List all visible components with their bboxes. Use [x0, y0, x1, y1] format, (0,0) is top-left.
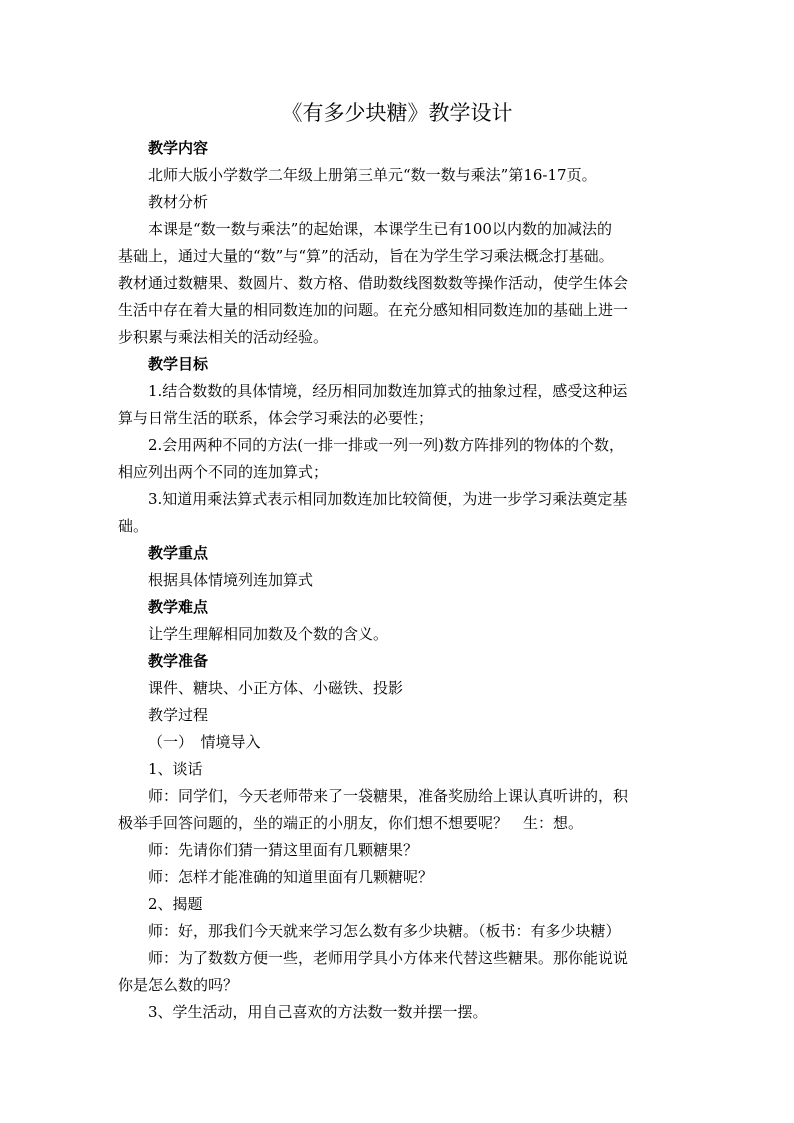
paragraph-line: 师：怎样才能准确的知道里面有几颗糖呢？	[148, 868, 434, 886]
subsection-heading: 2、揭题	[148, 895, 203, 913]
heading-teaching-content: 教学内容	[148, 139, 209, 157]
heading-difficult-points: 教学难点	[148, 598, 209, 616]
paragraph-line: 极举手回答问题的，坐的端正的小朋友，你们想不想要呢？ 生：想。	[118, 814, 584, 832]
paragraph-line: 1.结合数数的具体情境，经历相同加数连加算式的抽象过程，感受这种运	[148, 382, 628, 400]
paragraph-line: 步积累与乘法相关的活动经验。	[118, 328, 329, 346]
paragraph-line: 算与日常生活的联系，体会学习乘法的必要性；	[118, 409, 434, 427]
document-title: 《有多少块糖》教学设计	[281, 101, 513, 125]
paragraph-line: 让学生理解相同加数及个数的含义。	[148, 625, 389, 643]
subsection-heading: 1、谈话	[148, 760, 203, 778]
section-heading: （一） 情境导入	[148, 733, 261, 751]
heading-preparation: 教学准备	[148, 652, 209, 670]
paragraph-line: 本课是“数一数与乘法”的起始课，本课学生已有100以内数的加减法的	[148, 220, 612, 238]
paragraph-line: 根据具体情境列连加算式	[148, 571, 314, 589]
heading-teaching-process: 教学过程	[148, 706, 209, 724]
paragraph-line: 课件、糖块、小正方体、小磁铁、投影	[148, 679, 404, 697]
heading-key-points: 教学重点	[148, 544, 209, 562]
paragraph-line: 相应列出两个不同的连加算式；	[118, 463, 329, 481]
heading-material-analysis: 教材分析	[148, 193, 209, 211]
paragraph-line: 础。	[118, 517, 149, 535]
heading-teaching-goals: 教学目标	[148, 355, 209, 373]
paragraph-line: 教材通过数糖果、数圆片、数方格、借助数线图数数等操作活动，使学生体会	[118, 274, 629, 292]
paragraph-line: 2.会用两种不同的方法(一排一排或一列一列)数方阵排列的物体的个数，	[148, 436, 625, 454]
paragraph-line: 3.知道用乘法算式表示相同加数连加比较简便，为进一步学习乘法奠定基	[148, 490, 628, 508]
paragraph-line: 基础上，通过大量的“数”与“算”的活动，旨在为学生学习乘法概念打基础。	[118, 247, 614, 265]
paragraph-line: 北师大版小学数学二年级上册第三单元“数一数与乘法”第16-17页。	[148, 166, 597, 184]
paragraph-line: 3、学生活动，用自己喜欢的方法数一数并摆一摆。	[148, 1003, 488, 1021]
paragraph-line: 师：先请你们猜一猜这里面有几颗糖果？	[148, 841, 419, 859]
paragraph-line: 生活中存在着大量的相同数连加的问题。在充分感知相同数连加的基础上进一	[118, 301, 629, 319]
paragraph-line: 师：为了数数方便一些，老师用学具小方体来代替这些糖果。那你能说说	[148, 949, 629, 967]
paragraph-line: 师：同学们，今天老师带来了一袋糖果，准备奖励给上课认真听讲的，积	[148, 787, 629, 805]
paragraph-line: 师：好，那我们今天就来学习怎么数有多少块糖。（板书：有多少块糖）	[148, 922, 621, 940]
paragraph-line: 你是怎么数的吗？	[118, 976, 239, 994]
